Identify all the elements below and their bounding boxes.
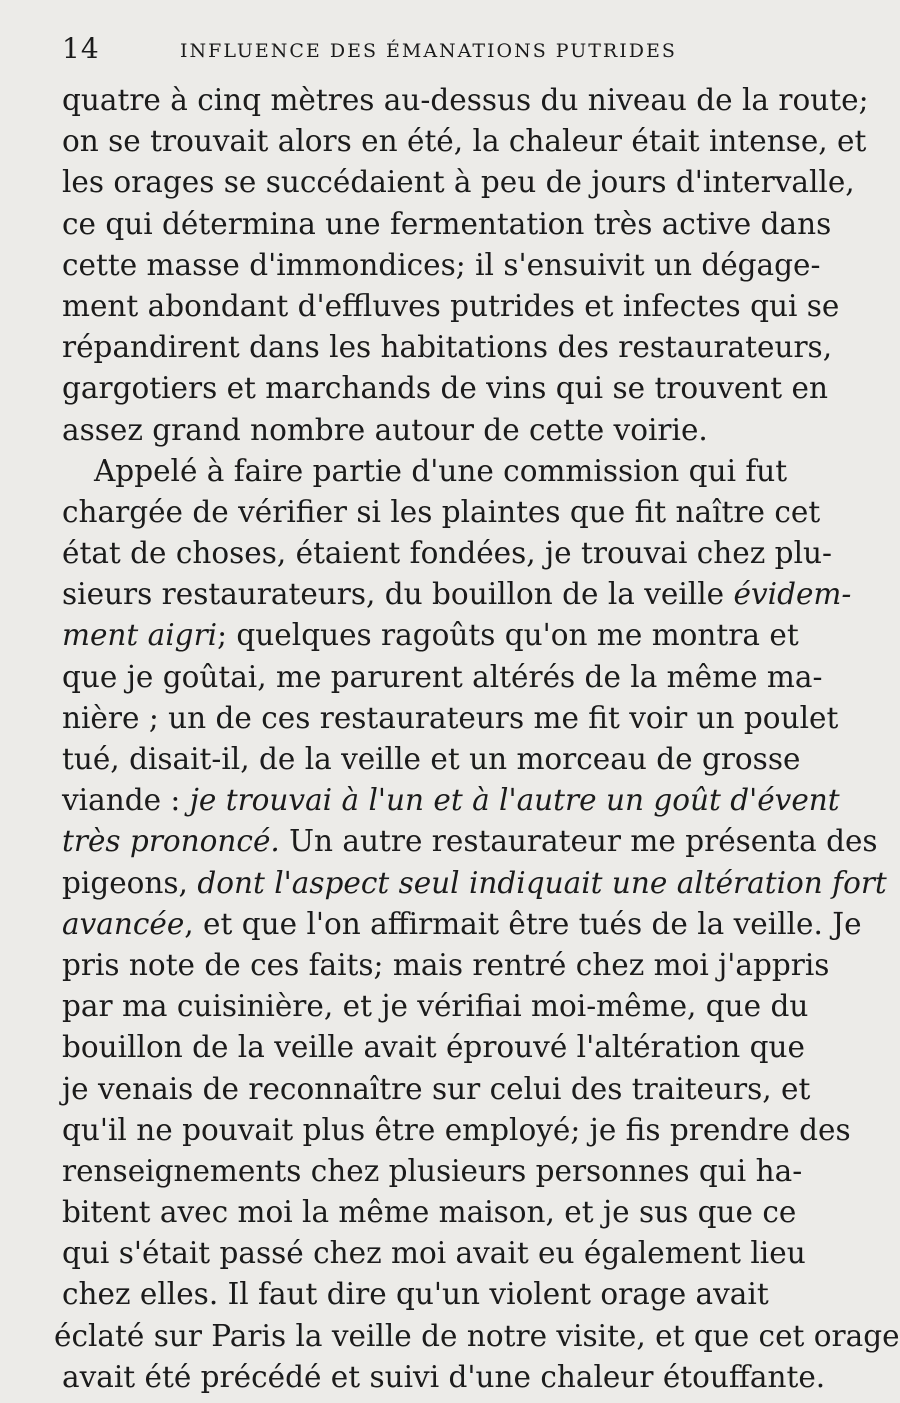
text-line (62, 1027, 806, 1068)
text-segment: ce qui détermina une fermentation très active dans (62, 206, 832, 241)
page-header (62, 28, 762, 76)
text-line (62, 162, 855, 203)
text-line (62, 492, 821, 533)
text-line (62, 698, 839, 739)
text-segment: Un autre restaurateur me présenta des (279, 824, 878, 859)
text-line (62, 986, 809, 1027)
text-line (62, 533, 832, 574)
text-segment: état de choses, étaient fondées, je trouvai chez plu- (62, 536, 832, 571)
text-segment: chez elles. Il faut dire qu'un violent orage avait (62, 1277, 769, 1312)
text-line (62, 368, 828, 409)
body-text (54, 80, 900, 1398)
text-line (62, 410, 767, 451)
text-line (62, 657, 823, 698)
text-segment: que je goûtai, me parurent altérés de la même ma- (62, 659, 823, 694)
text-line (62, 245, 821, 286)
text-segment: qui s'était passé chez moi avait eu également lieu (62, 1236, 806, 1271)
italic-text: avancée (62, 906, 185, 941)
italic-text: ment aigri (62, 618, 218, 653)
text-line (62, 327, 833, 368)
text-line (62, 1357, 826, 1398)
text-line (62, 945, 830, 986)
text-line (62, 1110, 851, 1151)
text-segment: Appelé à faire partie d'une commission qui fut (94, 453, 788, 488)
text-line (62, 1233, 806, 1274)
text-segment: ; quelques ragoûts qu'on me montra et (217, 618, 799, 653)
text-line (62, 863, 887, 904)
text-line (62, 739, 801, 780)
italic-text: très prononcé. (62, 824, 280, 859)
text-line (62, 904, 862, 945)
text-line (62, 1069, 811, 1110)
text-line (62, 204, 832, 245)
text-segment: quatre à cinq mètres au-dessus du niveau de la route; (62, 83, 869, 117)
text-segment: par ma cuisinière, et je vérifiai moi-même, que du (62, 989, 809, 1024)
text-line (62, 1151, 803, 1192)
text-segment: qu'il ne pouvait plus être employé; je fis prendre des (62, 1112, 851, 1147)
text-line (62, 451, 788, 492)
text-segment: bitent avec moi la même maison, et je sus que ce (62, 1195, 797, 1230)
text-segment: gargotiers et marchands de vins qui se trouvent en (62, 371, 828, 406)
text-line (62, 1192, 797, 1233)
text-line (62, 80, 869, 121)
text-segment: pris note de ces faits; mais rentré chez moi j'appris (62, 947, 830, 982)
text-segment: chargée de vérifier si les plaintes que fit naître cet (62, 494, 821, 529)
text-segment: les orages se succédaient à peu de jours d'intervalle, (62, 165, 855, 200)
text-segment: on se trouvait alors en été, la chaleur était intense, et (62, 124, 867, 159)
italic-text: je trouvai à l'un et à l'autre un goût d'évent (189, 783, 840, 818)
page-number: 14 (62, 32, 100, 65)
text-line (62, 286, 840, 327)
running-title: INFLUENCE DES ÉMANATIONS PUTRIDES (180, 40, 677, 62)
text-line (62, 821, 878, 862)
text-segment: répandirent dans les habitations des restaurateurs, (62, 330, 833, 365)
italic-text: dont l'aspect seul indiquait une altération fort (197, 865, 887, 900)
text-line (62, 780, 840, 821)
text-line (62, 574, 852, 615)
text-segment: nière ; un de ces restaurateurs me fit voir un poulet (62, 700, 839, 735)
text-segment: assez grand nombre autour de cette voirie. (62, 412, 708, 447)
text-segment: je venais de reconnaître sur celui des traiteurs, et (62, 1071, 811, 1106)
text-segment: pigeons, (62, 865, 198, 900)
text-segment: renseignements chez plusieurs personnes qui ha- (62, 1153, 803, 1188)
text-line (54, 1316, 900, 1357)
text-segment: viande : (62, 783, 190, 818)
text-segment: bouillon de la veille avait éprouvé l'altération que (62, 1030, 806, 1065)
text-segment: cette masse d'immondices; il s'ensuivit un dégage- (62, 247, 821, 282)
text-segment: éclaté sur Paris la veille de notre visite, et que cet orage (54, 1318, 900, 1353)
text-segment: , et que l'on affirmait être tués de la veille. Je (184, 906, 862, 941)
text-segment: sieurs restaurateurs, du bouillon de la veille (62, 577, 734, 612)
text-segment: avait été précédé et suivi d'une chaleur étouffante. (62, 1359, 826, 1394)
text-line (62, 1274, 767, 1315)
text-line (62, 615, 799, 656)
italic-text: évidem- (733, 577, 852, 612)
text-segment: ment abondant d'effluves putrides et infectes qui se (62, 288, 840, 323)
text-segment: tué, disait-il, de la veille et un morceau de grosse (62, 742, 801, 776)
text-line (62, 121, 867, 162)
